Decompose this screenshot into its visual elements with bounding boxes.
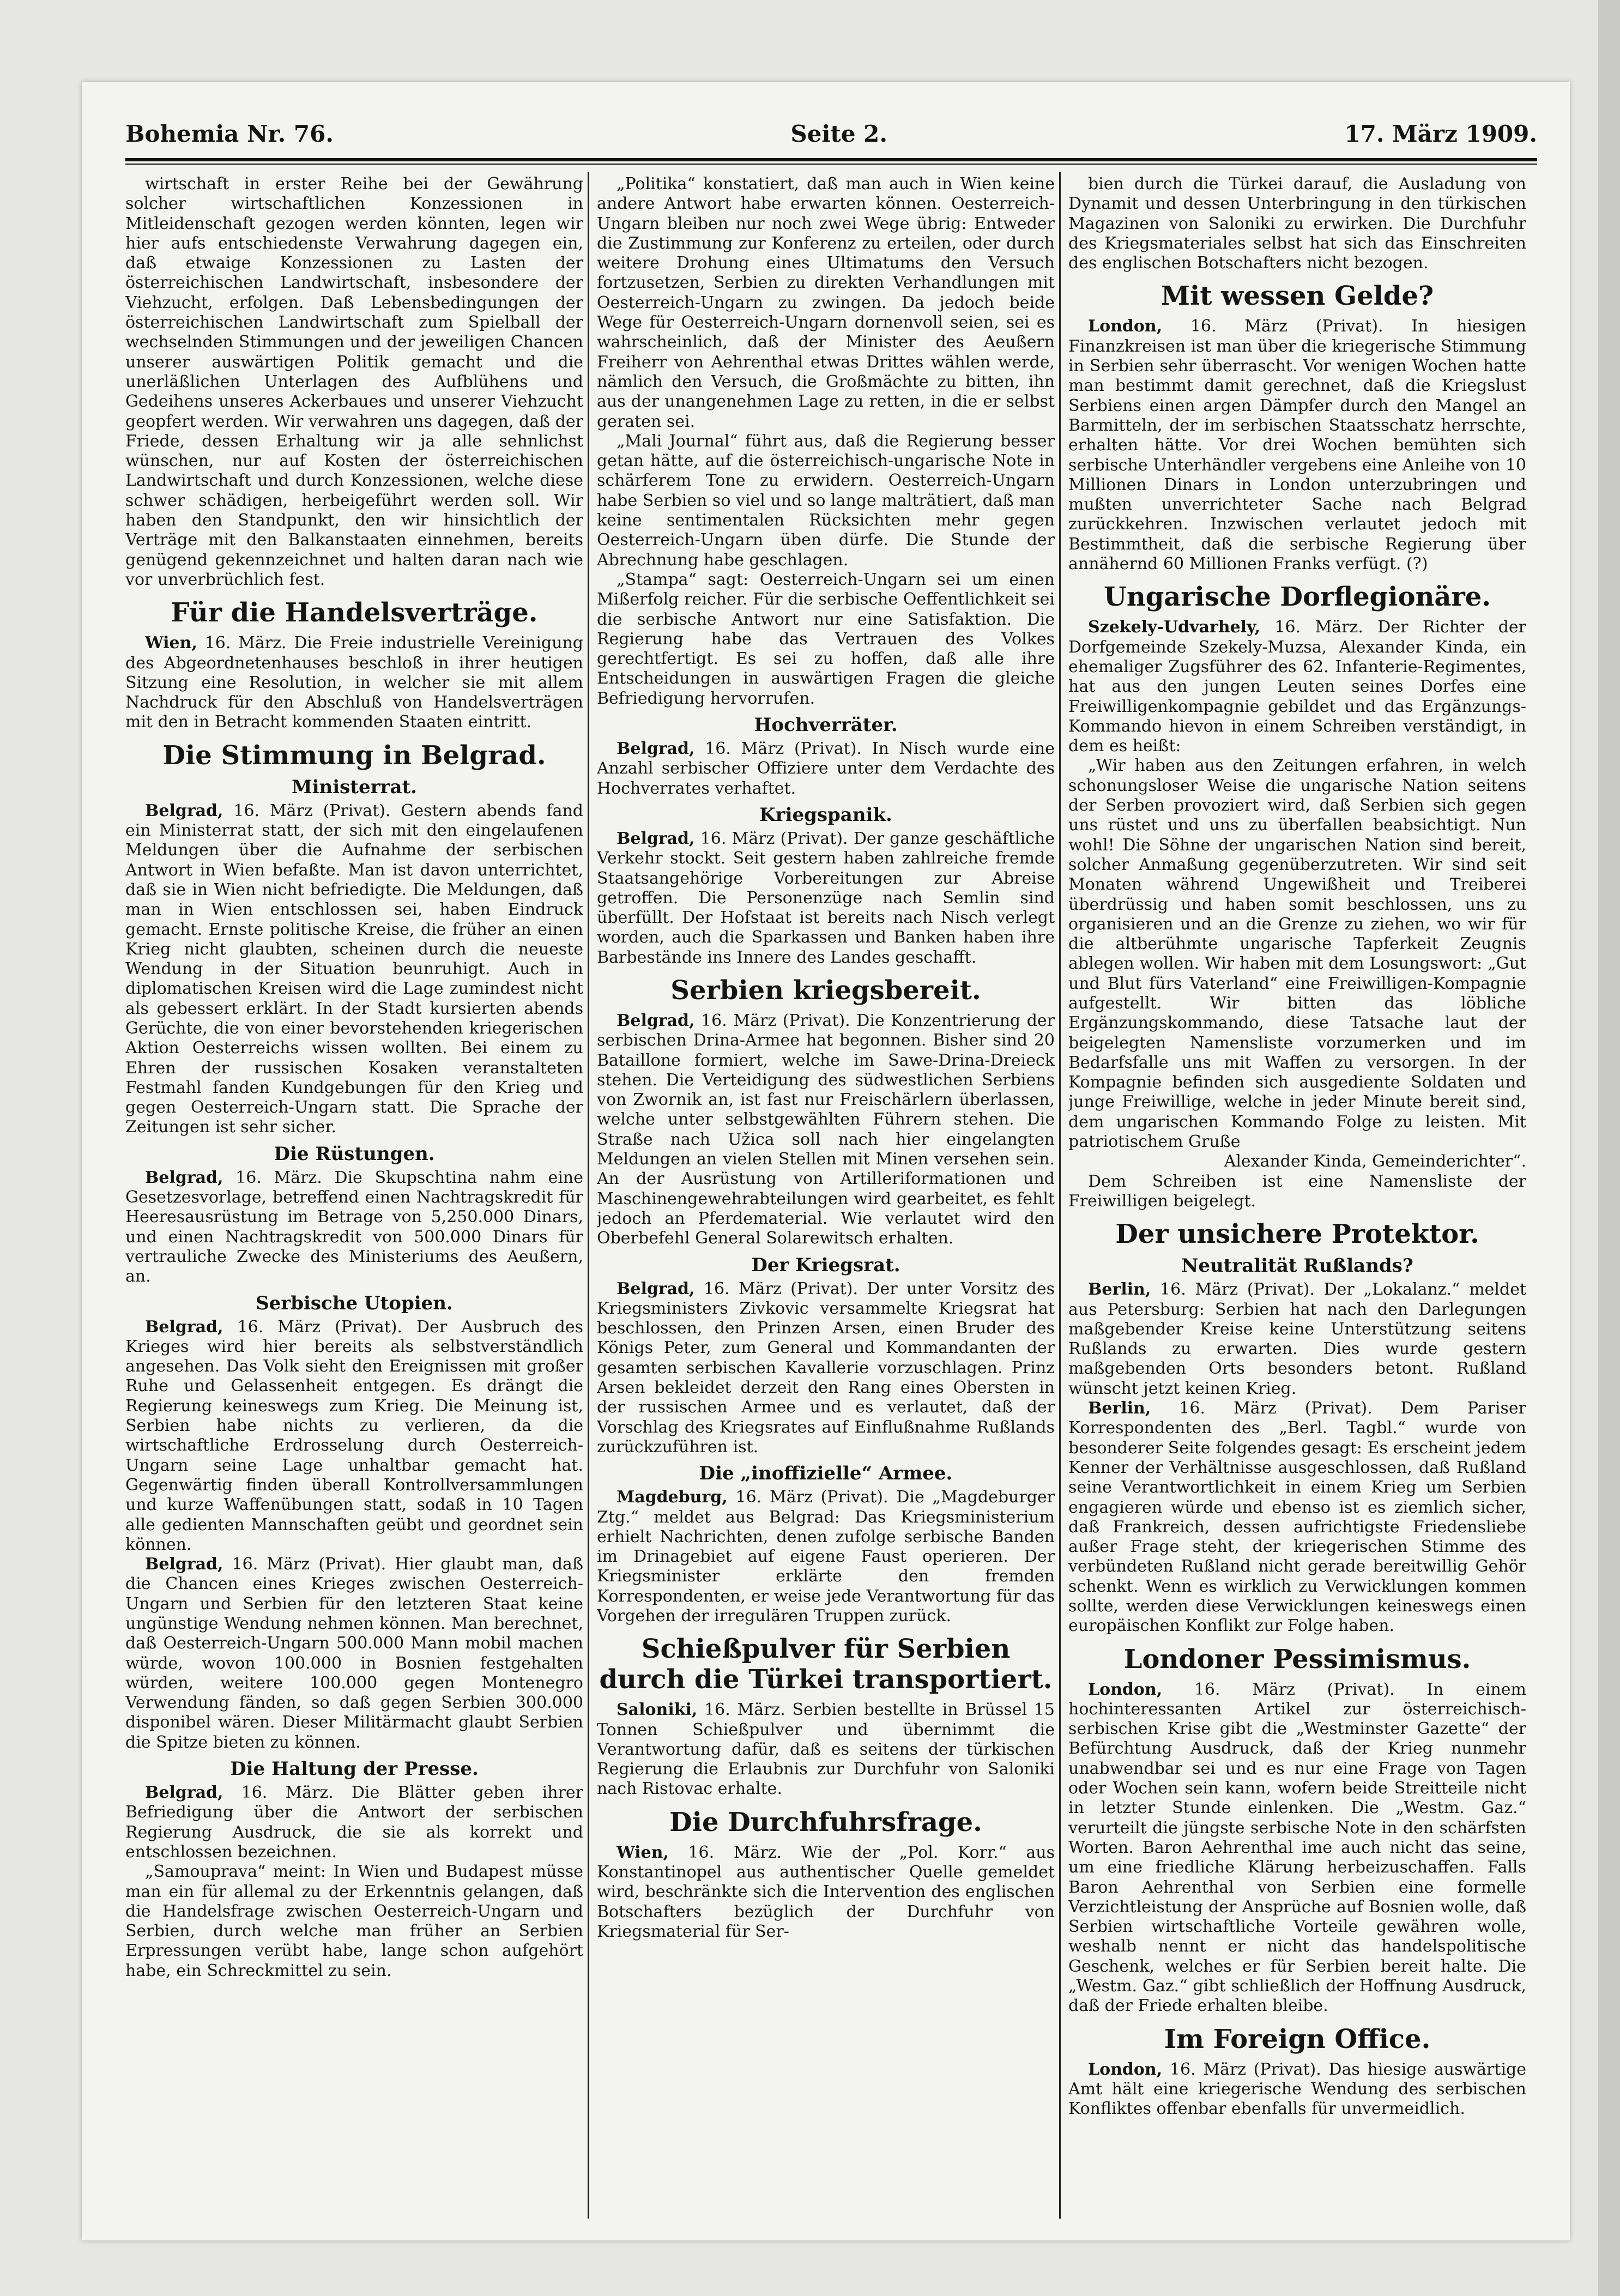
article-paragraph <box>125 1555 583 1753</box>
article-paragraph: „Samouprava“ meint: In Wien und Budapest müsse man ein für allemal zu der Erkenntnis gelangen, daß die Handelsfrage zwischen Oesterreich-Ungarn und Serbien, durch welche man früher an Serbien Erpressungen verübt habe, lange schon aufgehört habe, ein Schreckmittel zu sein. <box>125 1862 583 1980</box>
headline-kriegsbereit: Serbien kriegsbereit. <box>670 975 981 1006</box>
headline-protektor: Der unsichere Protektor. <box>1115 1219 1479 1250</box>
article-paragraph <box>1068 1680 1526 2016</box>
header-page-number: Seite 2. <box>790 120 888 147</box>
article-text: 16. März. Wie der „Pol. Korr.“ aus Konstantinopel aus authentischer Quelle gemeldet wird, beschränkte sich die Intervention des englischen Botschafters bezüglich der Durchfuhr von Kriegsmaterial für Ser- <box>597 1842 1055 1941</box>
article-text: 16. März (Privat). Der „Lokalanz.“ meldet aus Petersburg: Serbien hat nach den Darlegungen maßgebender Kreise keine Unterstützung seitens Rußlands zu erwarten. Dies wurde gestern maßgebenden Orts besonders betont. Rußland wünscht jetzt keinen Krieg. <box>1068 1280 1526 1398</box>
header-publication: Bohemia Nr. 76. <box>125 120 334 147</box>
article-paragraph <box>125 801 583 1138</box>
article-paragraph <box>597 1843 1055 1942</box>
headline-stimmung-belgrad: Die Stimmung in Belgrad. <box>162 740 546 771</box>
dateline-place: Belgrad, <box>145 801 223 820</box>
article-paragraph: Dem Schreiben ist eine Namensliste der Freiwilligen beigelegt. <box>1068 1171 1526 1211</box>
article-paragraph <box>1068 2060 1526 2119</box>
dateline-place: Belgrad, <box>145 1317 223 1337</box>
dateline-place: Berlin, <box>1088 1280 1151 1300</box>
headline-dorflegionaere: Ungarische Dorflegionäre. <box>1103 582 1491 613</box>
subheading-kriegsrat: Der Kriegsrat. <box>751 1254 900 1276</box>
dateline-place: Belgrad, <box>616 829 695 848</box>
headline-pessimismus: Londoner Pessimismus. <box>1123 1644 1471 1675</box>
article-paragraph: bien durch die Türkei darauf, die Ausladung von Dynamit und dessen Unterbringung in den türkischen Magazinen von Saloniki zu erwirken. Die Durchfuhr des Kriegsmateriales selbst hat sich das Einschreiten des englischen Botschafters nicht bezogen. <box>1068 174 1526 273</box>
column-3 <box>1068 174 1526 2219</box>
article-text: 16. März (Privat). In hiesigen Finanzkreisen ist man über die kriegerische Stimmung in Serbien sehr überrascht. Vor wenigen Wochen hatte man bestimmt damit gerechnet, daß die Kriegslust Serbiens einen argen Dämpfer durch den Mangel an Barmitteln, der im serbischen Staatsschatz herrschte, erhalten hätte. Vor drei Wochen bemühten sich serbische Unterhändler vergebens eine Anleihe von 10 Millionen Dinars in London unterzubringen und mußten unverrichteter Sache nach Belgrad zurückkehren. Inzwischen verlautet jedoch mit Bestimmtheit, daß die serbische Regierung über annähernd 60 Millionen Franks verfügt. (?) <box>1068 317 1526 574</box>
article-paragraph <box>597 829 1055 968</box>
article-paragraph <box>125 1318 583 1555</box>
dateline-place: Berlin, <box>1088 1399 1151 1418</box>
header-date: 17. März 1909. <box>1344 120 1537 147</box>
article-text: 16. März. Serbien bestellte in Brüssel 15 Tonnen Schießpulver und übernimmt die Verantwortung dafür, daß es seitens der türkischen Regierung die Erlaubnis zur Durchfuhr von Saloniki nach Ristovac erhalte. <box>597 1700 1055 1799</box>
article-paragraph <box>125 1168 583 1287</box>
article-text: 16. März (Privat). Die „Magdeburger Ztg.“ meldet aus Belgrad: Das Kriegsministerium erhielt Nachrichten, denen zufolge serbische Banden im Drinagebiet auf eigene Faust operieren. Der Kriegsminister erklärte den fremden Korrespondenten, er weise jede Verantwortung für das Vorgehen der irregulären Truppen zurück. <box>597 1488 1055 1626</box>
article-paragraph <box>1068 1280 1526 1399</box>
article-text: 16. März (Privat). Das hiesige auswärtige Amt hält eine kriegerische Wendung des serbischen Konfliktes offenbar ebenfalls für unvermeidlich. <box>1068 2059 1526 2119</box>
dateline-place: Belgrad, <box>616 739 695 759</box>
dateline-place: Magdeburg, <box>616 1488 728 1507</box>
dateline-place: Belgrad, <box>616 1279 695 1298</box>
subheading-presse: Die Haltung der Presse. <box>230 1758 479 1780</box>
dateline-place: Belgrad, <box>145 1783 223 1803</box>
article-text: 16. März. Die Freie industrielle Vereinigung des Abgeordnetenhauses beschloß in ihrer heutigen Sitzung eine Resolution, in welcher sie mit allem Nachdruck für den Abschluß von Handelsverträgen mit den in Betracht kommenden Staaten eintritt. <box>125 633 583 732</box>
subheading-ruestungen: Die Rüstungen. <box>274 1143 435 1165</box>
article-text: 16. März. Die Blätter geben ihrer Befriedigung über die Antwort der serbischen Regierung Ausdruck, die sie als korrekt und entschlossen bezeichnen. <box>125 1783 583 1862</box>
article-text: 16. März (Privat). Die Konzentrierung der serbischen Drina-Armee hat begonnen. Bisher sind 20 Bataillone formiert, welche im Sawe-Drina-Dreieck stehen. Die Verteidigung des südwestlichen Serbiens von Zwornik an, ist fast nur Freischärlern überlassen, welche unter selbstgewählten Führern stehen. Die Straße nach Užica soll nach hier eingelangten Meldungen an vielen Stellen mit Minen versehen sein. An der Ausrüstung von Artilleriformationen und Maschinengewehrabteilungen wird gearbeitet, es fehlt jedoch an Pferdematerial. Wie verlautet wird den Oberbefehl General Solarewitsch erhalten. <box>597 1011 1055 1248</box>
header-rule <box>125 158 1537 161</box>
dateline-place: Belgrad, <box>145 1555 223 1574</box>
headline-wessen-gelde: Mit wessen Gelde? <box>1160 281 1434 312</box>
subheading-utopien: Serbische Utopien. <box>256 1292 453 1314</box>
article-text: 16. März (Privat). Dem Pariser Korrespondenten des „Berl. Tagbl.“ wurde von besonderer Seite folgendes gesagt: Es erscheint jedem Kenner der Verhältnisse ausgeschlossen, daß Rußland seine Verantwortlichkeit in einem Krieg um Serbien engagieren würde und ebenso ist es ziemlich sicher, daß Frankreich, dessen aufrichtigste Friedensliebe außer Frage steht, der kriegerischen Stimme des verbündeten Rußland nicht gerade bereitwillig Gehör schenkt. Wenn es wirklich zu Verwicklungen kommen sollte, werden diese Verwicklungen keineswegs einen europäischen Konflikt zur Folge haben. <box>1068 1399 1526 1636</box>
column-1 <box>125 174 583 2219</box>
headline-schiesspulver: Schießpulver für Serbien durch die Türkei transportiert. <box>599 1634 1053 1695</box>
dateline-place: Wien, <box>616 1842 669 1862</box>
dateline-place: Belgrad, <box>616 1011 695 1030</box>
subheading-armee: Die „inoffizielle“ Armee. <box>699 1463 953 1485</box>
article-paragraph: „Stampa“ sagt: Oesterreich-Ungarn sei um einen Mißerfolg reicher. Für die serbische Oeffentlichkeit sei die serbische Antwort nur eine Satisfaktion. Die Regierung habe das Vertrauen des Volkes gerechtfertigt. Es sei zu hoffen, daß alle ihre Entscheidungen in auswärtigen Fragen die gleiche Befriedigung hervorrufen. <box>597 570 1055 708</box>
subheading-kriegspanik: Kriegspanik. <box>759 803 892 826</box>
article-paragraph <box>597 1700 1055 1799</box>
dateline-place: Wien, <box>145 633 197 653</box>
article-text: 16. März (Privat). Gestern abends fand ein Ministerrat statt, der sich mit den eingelaufenen Meldungen über die Aufnahme der serbischen Antwort in Wien befaßte. Man ist davon unterrichtet, daß sie in Wien nicht befriedigte. Die Meldungen, daß man in Wien entschlossen sei, haben Eindruck gemacht. Ernste politische Kreise, die früher an einen Krieg nicht glaubten, scheinen durch die neueste Wendung in der Situation beunruhigt. Auch in diplomatischen Kreisen wird die Lage zumindest nicht als gebessert erklärt. In der Stadt kursierten abends Gerüchte, die von einer bevorstehenden kriegerischen Aktion Oesterreichs wissen wollten. Bei einem zu Ehren der russischen Kosaken veranstalteten Festmahl fanden Kundgebungen für den Krieg und gegen Oesterreich-Ungarn statt. Die Sprache der Zeitungen ist sehr sicher. <box>125 801 583 1137</box>
article-text: 16. März (Privat). Der unter Vorsitz des Kriegsministers Zivkovic versammelte Kriegsrat hat beschlossen, den Prinzen Arsen, einen Bruder des Königs Peter, zum General und Kommandanten der gesamten serbischen Kavallerie vorzuschlagen. Prinz Arsen bekleidet derzeit den Rang eines Obersten in der russischen Armee und es verlautet, daß der Vorschlag des Kriegsrates auf Einflußnahme Rußlands zurückzuführen ist. <box>597 1279 1055 1457</box>
article-text: 16. März (Privat). In einem hochinteressanten Artikel zur österreichisch-serbischen Krise gibt die „Westminster Gazette“ der Befürchtung Ausdruck, daß der Krieg nunmehr unabwendbar sei und es nur eine Frage von Tagen oder Wochen sein kann, wofern beide Streitteile nicht in letzter Stunde einlenken. Die „Westm. Gaz.“ verurteilt die jüngste serbische Note in den schärfsten Worten. Baron Aehrenthal ime auch nicht das seine, um eine friedliche Klärung herbeizuschaffen. Falls Baron Aehrenthal von Serbien eine formelle Verzichtleistung der Ansprüche auf Bosnien wolle, daß Serbien wirtschaftliche Vorteile gewähren wolle, weshalb nennt er nicht das handelspolitische Geschenk, welches er für Serbien bereit halte. Die „Westm. Gaz.“ gibt schließlich der Hoffnung Ausdruck, daß der Friede erhalten bleibe. <box>1068 1679 1526 2016</box>
subheading-neutralitaet: Neutralität Rußlands? <box>1181 1255 1413 1277</box>
dateline-place: Szekely-Udvarhely, <box>1088 618 1261 637</box>
article-paragraph: „Mali Journal“ führt aus, daß die Regierung besser getan hätte, auf die österreichisch-ungarische Note in schärferem Tone zu erwidern. Oesterreich-Ungarn habe Serbien so viel und so lange malträtiert, daß man keine sentimentalen Rücksichten mehr gegen Oesterreich-Ungarn üben dürfe. Die Stunde der Abrechnung habe geschlagen. <box>597 431 1055 570</box>
article-paragraph <box>125 1783 583 1862</box>
article-paragraph <box>597 1488 1055 1626</box>
article-text: 16. März (Privat). Hier glaubt man, daß die Chancen eines Krieges zwischen Oesterreich-Ungarn und Serbien für den letzteren Staat keine ungünstige Wendung nehmen können. Man berechnet, daß Oesterreich-Ungarn 500.000 Mann mobil machen würde, wovon 100.000 in Bosnien festgehalten würden, weitere 100.000 gegen Montenegro Verwendung fänden, so daß gegen Serbien 300.000 disponibel wären. Dieser Militärmacht glaubt Serbien die Spitze bieten zu können. <box>125 1555 583 1752</box>
article-text: 16. März (Privat). Der ganze geschäftliche Verkehr stockt. Seit gestern haben zahlreiche fremde Staatsangehörige Vorbereitungen zur Abreise getroffen. Die Personenzüge nach Semlin sind überfüllt. Der Hofstaat ist bereits nach Nisch verlegt worden, auch die Sparkassen und Banken haben ihre Barbestände ins Innere des Landes geschafft. <box>597 829 1055 967</box>
article-text: 16. März (Privat). In Nisch wurde eine Anzahl serbischer Offiziere unter dem Verdachte des Hochverrates verhaftet. <box>597 739 1055 798</box>
column-2 <box>597 174 1055 2219</box>
subheading-ministerrat: Ministerrat. <box>291 776 418 798</box>
article-paragraph <box>125 633 583 732</box>
newspaper-page <box>82 82 1570 2240</box>
article-signature: Alexander Kinda, Gemeinderichter“. <box>1224 1152 1526 1171</box>
scan-edge <box>1598 0 1620 2296</box>
dateline-place: London, <box>1088 2059 1163 2079</box>
article-paragraph: „Wir haben aus den Zeitungen erfahren, in welch schonungsloser Weise die ungarische Nation seitens der Serben provoziert wird, daß Serbien sich gegen uns rüstet und uns zu überfallen beabsichtigt. Nun wohl! Die Söhne der ungarischen Nation sind bereit, solcher Anmaßung gegenüberzutreten. Wir sind seit Monaten während Ungewißheit und Treiberei überdrüssig und haben somit beschlossen, uns zu organisieren und an die Grenze zu ziehen, wo wir für die altberühmte ungarische Tapferkeit Zeugnis ablegen wollen. Wir haben mit dem Losungswort: „Gut und Blut fürs Vaterland“ eine Freiwilligen-Kompagnie aufgestellt. Wir bitten das löbliche Ergänzungskommando, diese Tatsache laut der beigelegten Namensliste vorzumerken und im Bedarfsfalle uns mit Waffen zu versorgen. In der Kompagnie befinden sich ausgediente Soldaten und junge Freiwillige, welche in jeder Minute bereit sind, dem ungarischen Kommando Folge zu leisten. Mit patriotischem Gruße <box>1068 756 1526 1152</box>
headline-foreign-office: Im Foreign Office. <box>1164 2023 1431 2055</box>
header-rule-thin <box>125 164 1537 165</box>
article-paragraph <box>597 1011 1055 1249</box>
article-paragraph <box>597 1279 1055 1458</box>
article-paragraph <box>597 739 1055 799</box>
article-paragraph: wirtschaft in erster Reihe bei der Gewährung solcher wirtschaftlichen Konzessionen in Mitleidenschaft gezogen werden könnten, legen wir hier aufs entschiedenste Verwahrung dagegen ein, daß etwaige Konzessionen zu Lasten der österreichischen Landwirtschaft, insbesondere der Viehzucht, erfolgen. Daß Lebensbedingungen der österreichischen Landwirtschaft zum Spielball der wechselnden Stimmungen und der jeweiligen Chancen unserer auswärtigen Politik gemacht und die unerläßlichen Unterlagen des Aufblühens und Gedeihens unseres Ackerbaues und unserer Viehzucht geopfert werden. Wir verwahren uns dagegen, daß der Friede, dessen Erhaltung wir ja alle sehnlichst wünschen, nur auf Kosten der österreichischen Landwirtschaft und durch Konzessionen, welche diese schwer schädigen, herbeigeführt werden soll. Wir haben den Standpunkt, den wir hinsichtlich der Verträge mit den Balkanstaaten einnehmen, bereits genügend gekennzeichnet und halten daran nach wie vor unverbrüchlich fest. <box>125 174 583 589</box>
headline-durchfuhrsfrage: Die Durchfuhrsfrage. <box>669 1806 982 1838</box>
article-text: 16. März. Die Skupschtina nahm eine Gesetzesvorlage, betreffend einen Nachtragskredit für Heeresausrüstung im Betrage von 5,250.000 Dinars, und einen Nachtragskredit von 500.000 Dinars für vertrauliche Zwecke des Ministeriums des Aeußern, an. <box>125 1168 583 1286</box>
subheading-hochverraeter: Hochverräter. <box>754 714 898 736</box>
article-paragraph <box>1068 618 1526 756</box>
column-divider-1 <box>588 172 589 2219</box>
headline-handelsvertraege: Für die Handelsverträge. <box>171 597 538 629</box>
dateline-place: London, <box>1088 317 1163 336</box>
article-paragraph <box>1068 317 1526 574</box>
dateline-place: London, <box>1088 1679 1163 1699</box>
dateline-place: Belgrad, <box>145 1168 223 1187</box>
article-text: 16. März (Privat). Der Ausbruch des Krieges wird hier bereits als selbstverständlich angesehen. Das Volk sieht den Ereignissen mit großer Ruhe und Gelassenheit entgegen. Es drängt die Regierung keineswegs zum Krieg. Die Meinung ist, Serbien habe nichts zu verlieren, da die wirtschaftliche Erdrosselung durch Oesterreich-Ungarn seine Lage unhaltbar gemacht hat. Gegenwärtig finden überall Kontrollversammlungen und kurze Waffenübungen statt, sodaß in 10 Tagen alle gedienten Mannschaften geübt und geordnet sein können. <box>125 1317 583 1554</box>
column-divider-2 <box>1059 172 1061 2219</box>
article-paragraph: „Politika“ konstatiert, daß man auch in Wien keine andere Antwort habe erwarten können. Oesterreich-Ungarn bleiben nur noch zwei Wege übrig: Entweder die Zustimmung zur Konferenz zu erteilen, oder durch weitere Drohung eines Ultimatums den Versuch fortzusetzen, Serbien zu direkten Verhandlungen mit Oesterreich-Ungarn zu zwingen. Da jedoch beide Wege für Oesterreich-Ungarn dornenvoll seien, sei es wahrscheinlich, daß der Minister des Aeußern Freiherr von Aehrenthal etwas Drittes wählen werde, nämlich den Versuch, die Großmächte zu bitten, ihn aus der unangenehmen Lage zu retten, in die er selbst geraten sei. <box>597 174 1055 431</box>
dateline-place: Saloniki, <box>616 1700 698 1720</box>
article-paragraph <box>1068 1399 1526 1636</box>
page-header <box>125 112 1537 155</box>
article-text: 16. März. Der Richter der Dorfgemeinde Szekely-Muzsa, Alexander Kinda, ein ehemaliger Zugsführer des 62. Infanterie-Regimentes, hat aus den jungen Leuten seines Dorfes eine Freiwilligenkompagnie gebildet und das Ergänzungs-Kommando hievon in einem Schreiben verständigt, in dem es heißt: <box>1068 618 1526 756</box>
